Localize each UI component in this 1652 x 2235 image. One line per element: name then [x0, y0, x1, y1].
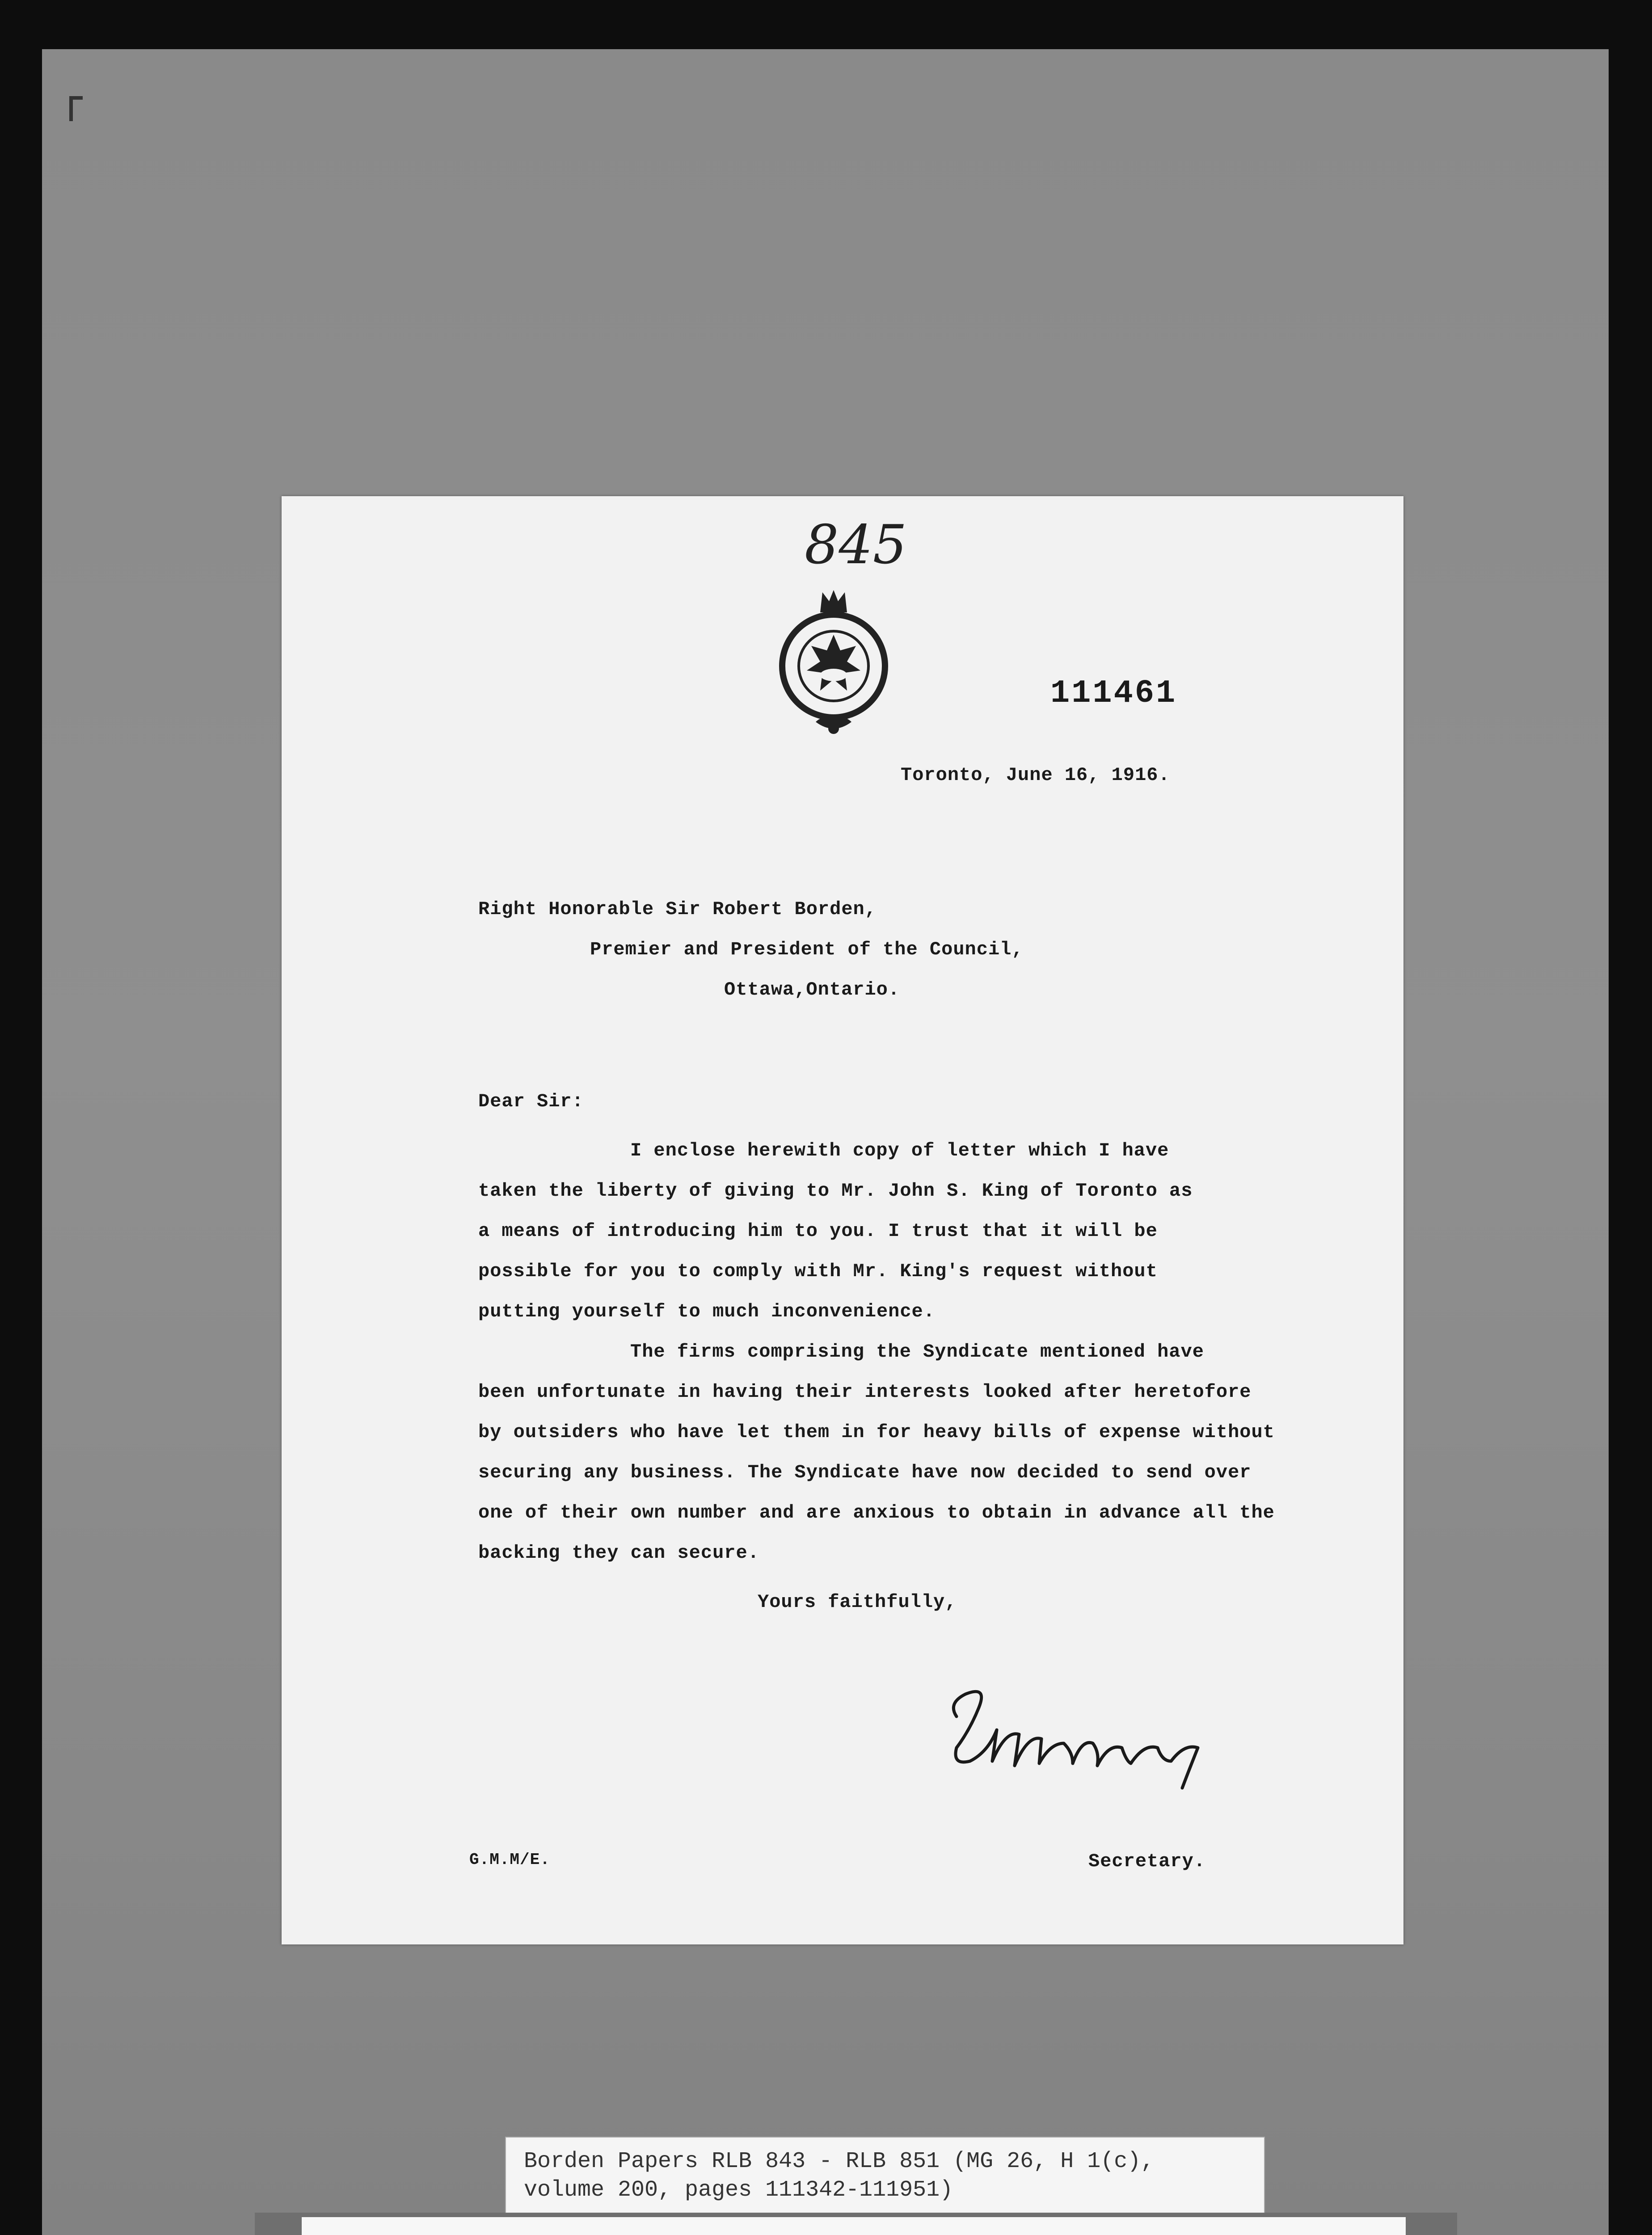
- association-seal: [773, 588, 894, 740]
- source-label-line-2: volume 200, pages 111342-111951): [524, 2177, 953, 2203]
- archives-stamp: [302, 2217, 1406, 2235]
- body-line: putting yourself to much inconvenience.: [478, 1301, 935, 1322]
- body-line: been unfortunate in having their interests looked after heretofore: [478, 1381, 1252, 1403]
- address-line-3: Ottawa,Ontario.: [724, 979, 900, 1000]
- body-line: taken the liberty of giving to Mr. John S. King of Toronto as: [478, 1180, 1193, 1202]
- source-label-line-1: Borden Papers RLB 843 - RLB 851 (MG 26, H 1(c),: [524, 2149, 1155, 2174]
- body-line: a means of introducing him to you. I trust that it will be: [478, 1220, 1158, 1242]
- signature: [939, 1676, 1216, 1792]
- body-line: possible for you to comply with Mr. King's request without: [478, 1261, 1158, 1282]
- date-line: Toronto, June 16, 1916.: [901, 764, 1170, 786]
- signatory-title: Secretary.: [1088, 1851, 1206, 1872]
- document-number: 111461: [1050, 675, 1177, 712]
- body-line: backing they can secure.: [478, 1542, 759, 1564]
- body-line: by outsiders who have let them in for heavy bills of expense without: [478, 1421, 1275, 1443]
- handwritten-number: 845: [805, 514, 907, 576]
- body-line: securing any business. The Syndicate have now decided to send over: [478, 1462, 1252, 1483]
- body-line: one of their own number and are anxious to obtain in advance all the: [478, 1502, 1275, 1523]
- frame-corner-mark: [69, 96, 83, 121]
- salutation: Dear Sir:: [478, 1091, 584, 1112]
- initials: G.M.M/E.: [469, 1851, 550, 1869]
- letter-page: [282, 496, 1403, 1944]
- address-line-2: Premier and President of the Council,: [590, 939, 1024, 960]
- closing: Yours faithfully,: [758, 1591, 957, 1613]
- body-line: The firms comprising the Syndicate mentioned have: [630, 1341, 1205, 1362]
- address-line-1: Right Honorable Sir Robert Borden,: [478, 898, 877, 920]
- body-line: I enclose herewith copy of letter which I have: [630, 1140, 1169, 1161]
